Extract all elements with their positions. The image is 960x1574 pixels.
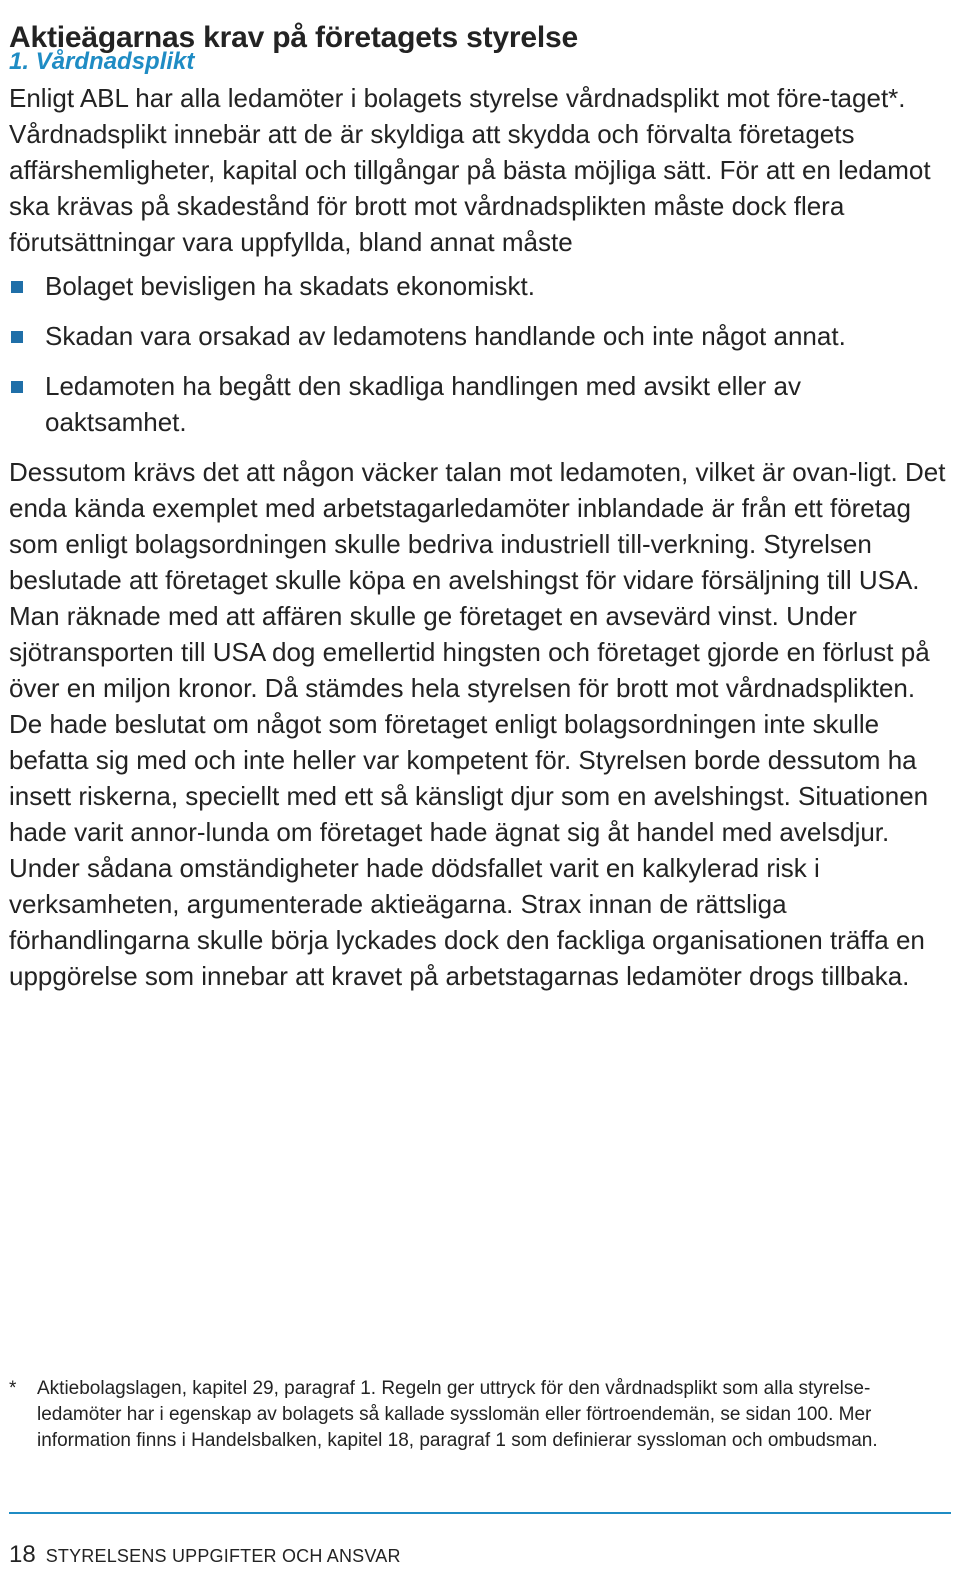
intro-paragraph: Enligt ABL har alla ledamöter i bolagets styrelse vårdnadsplikt mot före-taget*. Vårdnadsplikt innebär att de är skyldiga att skydda och förvalta företagets affärshemligheter, kapital och tillgångar på bästa möjliga sätt. För att en ledamot ska krävas på skadestånd för brott mot vårdnadsplikten måste dock flera förutsättningar vara uppfyllda, bland annat måste: [9, 83, 931, 257]
page-heading: Aktieägarnas krav på företagets styrelse: [9, 21, 578, 55]
running-title: STYRELSENS UPPGIFTER OCH ANSVAR: [45, 1546, 401, 1566]
page-number: 18: [9, 1541, 36, 1568]
footnote-text: Aktiebolagslagen, kapitel 29, paragraf 1. Regeln ger uttryck för den vårdnadsplikt som alla styrelse-ledamöter har i egenskap av bolagets så kallade sysslomän eller förtroendemän, se sidan 100. Mer information finns i Handelsbalken, kapitel 18, paragraf 1 som definierar syssloman och ombudsman.: [37, 1378, 878, 1451]
list-item-text: Skadan vara orsakad av ledamotens handlande och inte något annat.: [45, 321, 846, 351]
footnote-marker: *: [9, 1378, 17, 1399]
list-item: [9, 368, 845, 440]
page-footer: [9, 1540, 401, 1571]
list-item-text: Ledamoten ha begått den skadliga handlingen med avsikt eller av oaktsamhet.: [45, 371, 801, 437]
section-title: 1. Vårdnadsplikt: [9, 48, 195, 75]
bullet-square-icon: [11, 281, 23, 293]
list-item: [9, 318, 949, 354]
footnote: [9, 1376, 949, 1454]
footer-divider: [9, 1512, 951, 1514]
list-item-text: Bolaget bevisligen ha skadats ekonomiskt.: [45, 271, 535, 301]
bullet-square-icon: [11, 381, 23, 393]
requirements-list: [9, 268, 949, 440]
list-item: [9, 268, 949, 304]
body-paragraph: Dessutom krävs det att någon väcker talan mot ledamoten, vilket är ovan-ligt. Det enda kända exemplet med arbetstagarledamöter inblandade är från ett företag som enligt bolagsordningen skulle bedriva industriell till-verkning. Styrelsen beslutade att företaget skulle köpa en avelshingst för vidare försäljning till USA. Man räknade med att affären skulle ge företaget en avsevärd vinst. Under sjötransporten till USA dog emellertid hingsten och företaget gjorde en förlust på över en miljon kronor. Då stämdes hela styrelsen för brott mot vårdnadsplikten. De hade beslutat om något som företaget enligt bolagsordningen inte skulle befatta sig med och inte heller var kompetent för. Styrelsen borde dessutom ha insett riskerna, speciellt med ett så känsligt djur som en avelshingst. Situationen hade varit annor-lunda om företaget hade ägnat sig åt handel med avelsdjur. Under sådana omständigheter hade dödsfallet varit en kalkylerad risk i verksamheten, argumenterade aktieägarna. Strax innan de rättsliga förhandlingarna skulle börja lyckades dock den fackliga organisationen träffa en uppgörelse som innebar att kravet på arbetstagarnas ledamöter drogs tillbaka.: [9, 457, 946, 991]
bullet-square-icon: [11, 331, 23, 343]
